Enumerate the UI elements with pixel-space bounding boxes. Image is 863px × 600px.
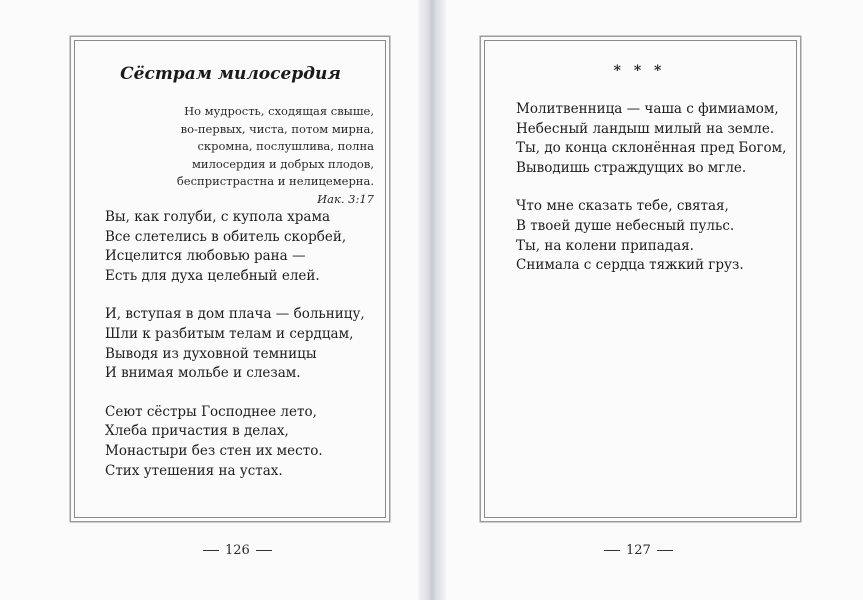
poem-line: Небесный ландыш милый на земле. (516, 120, 775, 137)
epigraph-line: во-первых, чиста, потом мирна, (180, 121, 374, 136)
poem-line: Выводишь страждущих во мгле. (516, 159, 747, 176)
poem-line: Снимала с сердца тяжкий груз. (516, 257, 744, 274)
poem-line: Все слетелись в обитель скорбей, (105, 228, 347, 245)
epigraph-line: милосердия и добрых плодов, (191, 156, 374, 171)
page-number-text: 127 (626, 543, 651, 558)
poem-line: Ты, до конца склонённая пред Богом, (516, 140, 787, 157)
poem-line: Хлеба причастия в делах, (105, 423, 289, 440)
page-number-text: 126 (225, 543, 250, 558)
epigraph-line: беспристрастна и нелицемерна. (176, 174, 374, 188)
page-number-left (197, 543, 278, 558)
page-number-right (598, 543, 679, 558)
epigraph (160, 103, 374, 208)
left-poem (105, 208, 365, 500)
poem-line: Шли к разбитым телам и сердцам, (105, 325, 354, 342)
epigraph-line: Но мудрость, сходящая свыше, (184, 104, 374, 118)
poem-line: Ты, на колени припадая. (516, 237, 694, 254)
stanza (516, 100, 786, 178)
poem-line: Сеют сёстры Господнее лето, (105, 403, 317, 420)
poem-title: Сёстрам милосердия (120, 64, 341, 84)
stanza (105, 403, 365, 481)
poem-line: В твоей душе небесный пульс. (516, 217, 735, 234)
poem-line: Исцелится любовью рана — (105, 248, 306, 265)
section-stars: * * * (613, 63, 666, 79)
stanza (105, 305, 365, 383)
poem-line: Есть для духа целебный елей. (105, 267, 320, 284)
book-gutter (418, 0, 446, 600)
stanza (105, 208, 365, 286)
poem-line: И внимая мольбе и слезам. (105, 365, 301, 382)
poem-line: Вы, как голуби, с купола храма (105, 209, 331, 225)
poem-line: Стих утешения на устах. (105, 462, 283, 479)
poem-line: Выводя из духовной темницы (105, 345, 317, 362)
epigraph-line: скромна, послушлива, полна (197, 139, 374, 153)
poem-line: Монастыри без стен их место. (105, 442, 323, 459)
poem-line: И, вступая в дом плача — больницу, (105, 306, 365, 323)
poem-line: Молитвенница — чаша с фимиамом, (516, 101, 779, 117)
right-poem (516, 100, 786, 295)
epigraph-source: Иак. 3:17 (317, 191, 374, 206)
stanza (516, 197, 786, 275)
poem-line: Что мне сказать тебе, святая, (516, 198, 729, 215)
